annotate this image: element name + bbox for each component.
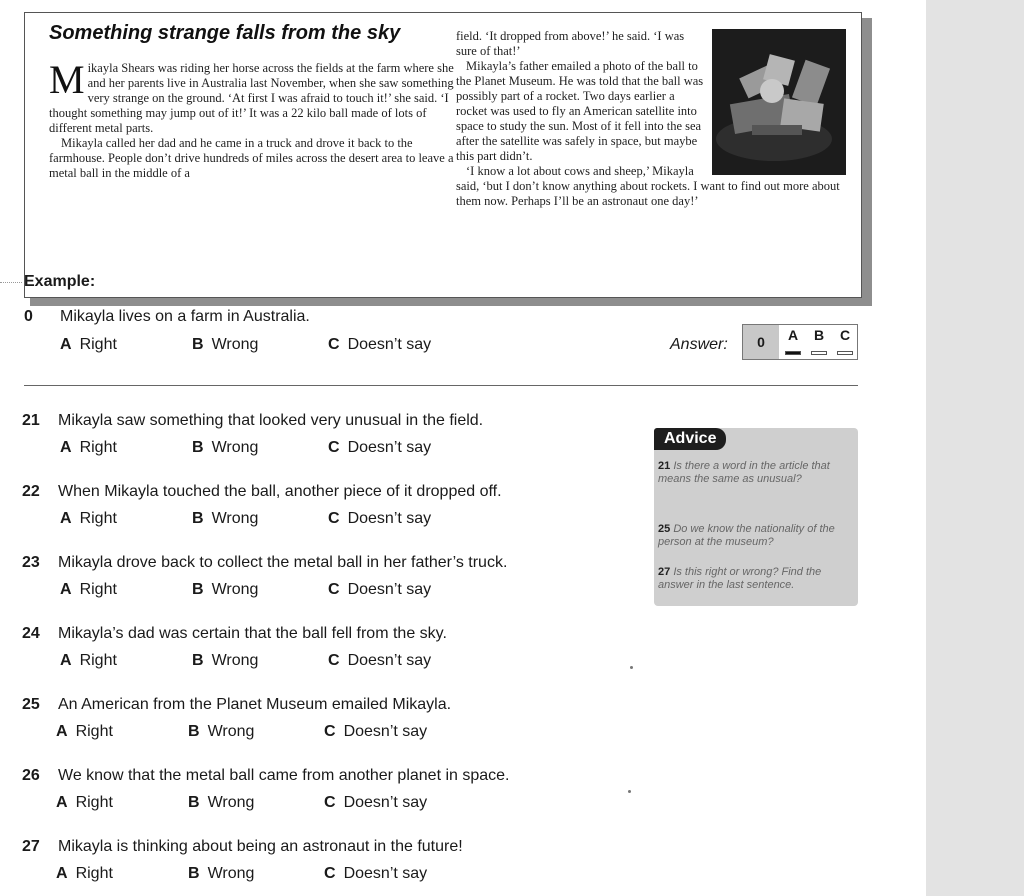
answer-label: Answer: bbox=[670, 336, 728, 353]
article-paragraph-1: Mikayla Shears was riding her horse across the fields at the farm where she and her parents live in Australia last November, when she saw something very strange on the ground. ‘At first I was afraid to touch it!’ she said. ‘I thought something may jump out of it!’ It was a 22 kilo ball made of lots of different metal parts. bbox=[49, 57, 454, 135]
example-option-b: B Wrong bbox=[192, 336, 259, 353]
question-23-option-b[interactable]: B Wrong bbox=[192, 581, 259, 598]
question-text: Mikayla’s dad was certain that the ball fell from the sky. bbox=[58, 625, 447, 642]
print-speck bbox=[628, 790, 631, 793]
question-number: 23 bbox=[22, 554, 40, 571]
answer-letter-a: A bbox=[787, 327, 799, 343]
question-number: 0 bbox=[24, 308, 33, 325]
page-margin-strip bbox=[926, 0, 1024, 896]
article-paragraph-2: Mikayla called her dad and he came in a truck and drove it back to the farmhouse. People don’t drive hundreds of miles across the desert area to leave a metal ball in the middle of a bbox=[49, 136, 454, 180]
question-number: 25 bbox=[22, 696, 40, 713]
question-number: 27 bbox=[22, 838, 40, 855]
advice-item-25: 25 Do we know the nationality of the person at the museum? bbox=[658, 523, 835, 548]
advice-item-27: 27 Is this right or wrong? Find the answer in the last sentence. bbox=[658, 566, 822, 591]
question-24-option-c[interactable]: C Doesn’t say bbox=[328, 652, 432, 669]
question-24-option-a[interactable]: A Right bbox=[60, 652, 117, 669]
article-paragraph-4: Mikayla’s father emailed a photo of the ball to the Planet Museum. He was told that the ball was possibly part of a rocket. Two days earlier a rocket was used to fly an American satellite into space to study the sun. Most of it fell into the sea after the satellite was safely in space, but maybe this part didn’t. bbox=[456, 59, 704, 163]
question-22-option-a[interactable]: A Right bbox=[60, 510, 117, 527]
advice-item-21: 21 Is there a word in the article that means the same as unusual? bbox=[658, 460, 830, 485]
question-27-option-a[interactable]: A Right bbox=[56, 865, 113, 882]
question-25-option-a[interactable]: A Right bbox=[56, 723, 113, 740]
question-22-option-b[interactable]: B Wrong bbox=[192, 510, 259, 527]
question-22-option-c[interactable]: C Doesn’t say bbox=[328, 510, 432, 527]
answer-mark-a bbox=[785, 351, 801, 355]
question-25-option-b[interactable]: B Wrong bbox=[188, 723, 255, 740]
question-text: When Mikayla touched the ball, another piece of it dropped off. bbox=[58, 483, 502, 500]
question-text: Mikayla lives on a farm in Australia. bbox=[60, 308, 310, 325]
section-divider bbox=[24, 385, 858, 386]
question-text: An American from the Planet Museum emailed Mikayla. bbox=[58, 696, 452, 713]
answer-letter-c: C bbox=[839, 327, 851, 343]
question-25-option-c[interactable]: C Doesn’t say bbox=[324, 723, 428, 740]
metal-ball-photo bbox=[712, 29, 846, 175]
question-23-option-c[interactable]: C Doesn’t say bbox=[328, 581, 432, 598]
question-text: Mikayla drove back to collect the metal ball in her father’s truck. bbox=[58, 554, 508, 571]
question-21-option-b[interactable]: B Wrong bbox=[192, 439, 259, 456]
article-paragraph-3: field. ‘It dropped from above!’ he said. ‘I was sure of that!’ bbox=[456, 29, 685, 58]
question-text: We know that the metal ball came from another planet in space. bbox=[58, 767, 510, 784]
advice-title: Advice bbox=[654, 428, 726, 450]
question-number: 22 bbox=[22, 483, 40, 500]
question-text: Mikayla saw something that looked very unusual in the field. bbox=[58, 412, 484, 429]
article-title: Something strange falls from the sky bbox=[49, 22, 401, 44]
question-21-option-c[interactable]: C Doesn’t say bbox=[328, 439, 432, 456]
article-paragraph-5: ‘I know a lot about cows and sheep,’ Mikayla said, ‘but I don’t know anything about rockets. I want to find out more about them now. Perhaps I’ll be an astronaut one day!’ bbox=[456, 164, 840, 208]
question-number: 24 bbox=[22, 625, 40, 642]
answer-mark-b bbox=[811, 351, 827, 355]
example-option-a: A Right bbox=[60, 336, 117, 353]
answer-letter-b: B bbox=[813, 327, 825, 343]
question-26-option-b[interactable]: B Wrong bbox=[188, 794, 255, 811]
article-column-2 bbox=[456, 29, 846, 209]
question-27-option-c[interactable]: C Doesn’t say bbox=[324, 865, 428, 882]
question-27-option-b[interactable]: B Wrong bbox=[188, 865, 255, 882]
example-option-c: C Doesn’t say bbox=[328, 336, 432, 353]
question-number: 26 bbox=[22, 767, 40, 784]
print-speck bbox=[630, 666, 633, 669]
dotted-rule bbox=[0, 282, 22, 283]
drop-cap: M bbox=[49, 57, 85, 102]
question-text: Mikayla is thinking about being an astronaut in the future! bbox=[58, 838, 463, 855]
question-24-option-b[interactable]: B Wrong bbox=[192, 652, 259, 669]
answer-mark-c bbox=[837, 351, 853, 355]
question-26-option-c[interactable]: C Doesn’t say bbox=[324, 794, 428, 811]
example-label: Example: bbox=[24, 273, 96, 290]
answer-number: 0 bbox=[743, 325, 779, 359]
question-number: 21 bbox=[22, 412, 40, 429]
article-column-1 bbox=[49, 57, 454, 181]
answer-box bbox=[742, 324, 858, 360]
question-23-option-a[interactable]: A Right bbox=[60, 581, 117, 598]
metal-ball-image bbox=[712, 29, 846, 175]
advice-box bbox=[654, 428, 858, 606]
question-26-option-a[interactable]: A Right bbox=[56, 794, 113, 811]
question-21-option-a[interactable]: A Right bbox=[60, 439, 117, 456]
article-card bbox=[24, 12, 862, 298]
